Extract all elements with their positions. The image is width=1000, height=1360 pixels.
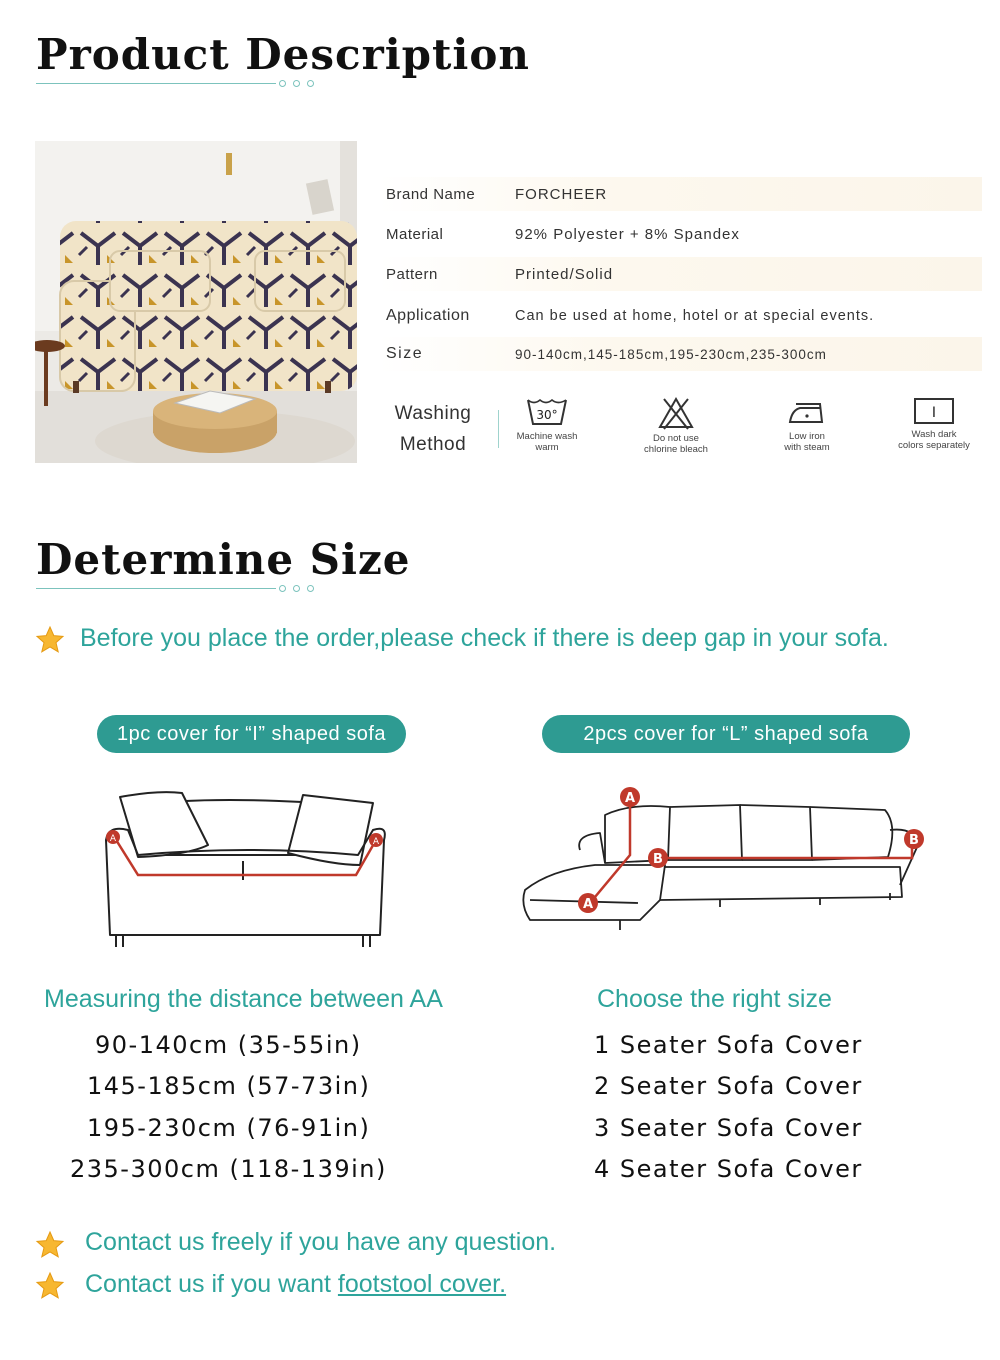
measurement-4: 235-300cm (118-139in) (70, 1155, 387, 1183)
marker-b-left: B (653, 852, 663, 867)
caption-line1: Wash dark (911, 429, 957, 440)
measurement-1: 90-140cm (35-55in) (95, 1031, 362, 1059)
spec-row-material (378, 217, 982, 251)
care-wash-dark (884, 396, 984, 451)
caption-line2: chlorine bleach (644, 444, 708, 455)
care-caption (497, 431, 597, 453)
wash-temp: 30° (536, 408, 558, 422)
pill-i-shaped: 1pc cover for “I” shaped sofa (97, 715, 406, 753)
washing-method-label (378, 398, 488, 460)
spec-value: Printed/Solid (515, 265, 614, 283)
seater-2: 2 Seater Sofa Cover (594, 1072, 863, 1100)
title-divider-dots (279, 80, 314, 87)
caption-line1: Machine wash (516, 431, 578, 442)
title-divider (36, 83, 276, 84)
caption-line2: with steam (784, 442, 830, 453)
care-no-bleach (626, 396, 726, 455)
iron-icon (786, 396, 828, 428)
spec-row-size (378, 337, 982, 371)
marker-a-top: A (624, 791, 636, 806)
caption-line2: colors separately (898, 440, 970, 451)
care-low-iron (757, 396, 857, 453)
wash-dark-icon (913, 396, 955, 426)
determine-size-title: Determine Size (36, 535, 411, 584)
care-machine-wash (497, 396, 597, 453)
marker-a-bottom: A (582, 897, 594, 912)
title-divider-dots (279, 585, 314, 592)
product-photo (35, 141, 357, 463)
choose-size-heading: Choose the right size (597, 985, 832, 1013)
star-icon (35, 625, 65, 655)
star-icon (35, 1271, 65, 1301)
marker-a-left-label: A (109, 834, 117, 844)
spec-value: FORCHEER (515, 185, 608, 203)
care-caption (626, 433, 726, 455)
caption-line1: Low iron (789, 431, 825, 442)
spec-label: Material (386, 225, 444, 243)
measurement-3: 195-230cm (76-91in) (87, 1114, 371, 1142)
footstool-prefix: Contact us if you want (85, 1270, 338, 1298)
marker-b-right: B (909, 833, 919, 848)
spec-value: Can be used at home, hotel or at special events. (515, 308, 875, 324)
care-caption (757, 431, 857, 453)
spec-row-brand (378, 177, 982, 211)
contact-footstool-line (85, 1270, 506, 1299)
caption-line2: warm (535, 442, 559, 453)
washtub-30-icon (525, 396, 569, 428)
deep-gap-notice: Before you place the order,please check if there is deep gap in your sofa. (80, 624, 889, 652)
seater-4: 4 Seater Sofa Cover (594, 1155, 863, 1183)
spec-row-application (378, 299, 982, 333)
measurement-2: 145-185cm (57-73in) (87, 1072, 371, 1100)
footstool-cover-link[interactable]: footstool cover. (337, 1270, 507, 1298)
seater-3: 3 Seater Sofa Cover (594, 1114, 863, 1142)
spec-value: 90-140cm,145-185cm,195-230cm,235-300cm (515, 346, 827, 362)
pill-l-shaped: 2pcs cover for “L” shaped sofa (542, 715, 910, 753)
i-shaped-sofa-diagram (98, 785, 398, 955)
spec-value: 92% Polyester + 8% Spandex (515, 225, 740, 243)
title-divider (36, 588, 276, 589)
star-icon (35, 1230, 65, 1260)
spec-label: Application (386, 307, 470, 324)
spec-row-pattern (378, 257, 982, 291)
marker-a-right-label: A (372, 837, 380, 847)
product-description-title: Product Description (36, 30, 530, 79)
washing-label-line2: Method (399, 434, 467, 455)
spec-label: Size (386, 345, 424, 362)
l-shaped-sofa-diagram (520, 785, 930, 945)
no-bleach-icon (656, 396, 696, 430)
seater-1: 1 Seater Sofa Cover (594, 1031, 863, 1059)
care-caption (884, 429, 984, 451)
spec-label: Brand Name (386, 185, 476, 203)
spec-label: Pattern (386, 265, 438, 283)
caption-line1: Do not use (653, 433, 699, 444)
contact-question-line: Contact us freely if you have any question. (85, 1228, 557, 1256)
measuring-heading: Measuring the distance between AA (44, 985, 443, 1013)
washing-label-line1: Washing (394, 403, 472, 424)
wash-dark-glyph: I (931, 405, 937, 421)
